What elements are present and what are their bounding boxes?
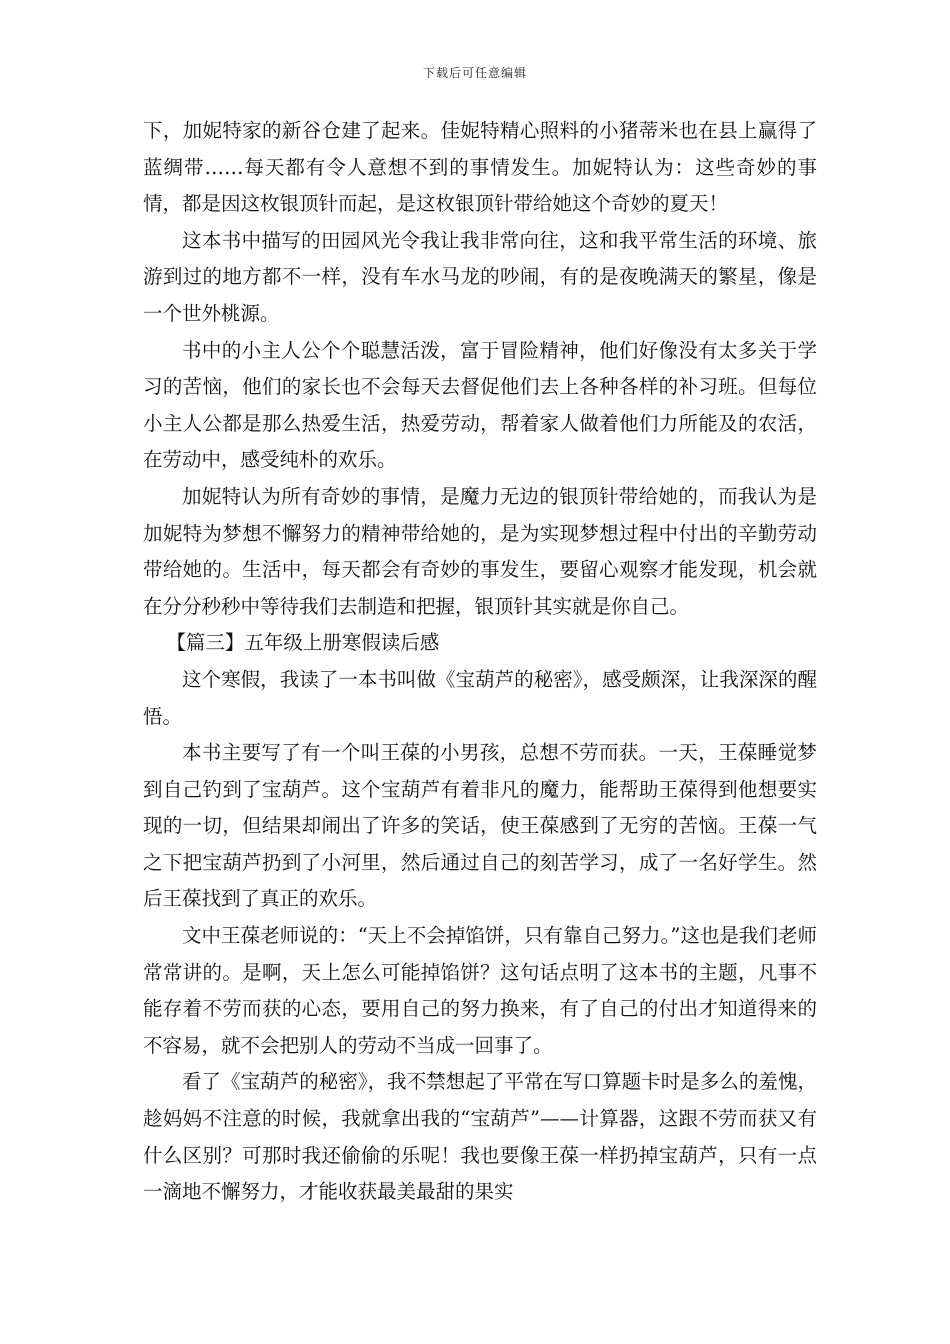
paragraph: 加妮特认为所有奇妙的事情，是魔力无边的银顶针带给她的，而我认为是加妮特为梦想不懈努力的精神带给她的，是为实现梦想过程中付出的辛勤劳动带给她的。生活中，每天都会有奇妙的事发生，要留心观察才能发现，机会就在分分秒秒中等待我们去制造和把握，银顶针其实就是你自己。 [143, 484, 817, 618]
paragraph: 文中王葆老师说的：“天上不会掉馅饼，只有靠自己努力。”这也是我们老师常常讲的。是啊，天上怎么可能掉馅饼？这句话点明了这本书的主题，凡事不能存着不劳而获的心态，要用自己的努力换来，有了自己的付出才知道得来的不容易，就不会把别人的劳动不当成一回事了。 [143, 924, 817, 1057]
paragraph: 看了《宝葫芦的秘密》，我不禁想起了平常在写口算题卡时是多么的羞愧，趁妈妈不注意的时候，我就拿出我的“宝葫芦”——计算器，这跟不劳而获又有什么区别？可那时我还偷偷的乐呢！我也要像王葆一样扔掉宝葫芦，只有一点一滴地不懈努力，才能收获最美最甜的果实 [143, 1070, 817, 1204]
paragraph-continuation: 下，加妮特家的新谷仓建了起来。佳妮特精心照料的小猪蒂米也在县上赢得了蓝绸带……每天都有令人意想不到的事情发生。加妮特认为：这些奇妙的事情，都是因这枚银顶针而起，是这枚银顶针带给她这个奇妙的夏天！ [143, 119, 817, 216]
section-heading: 【篇三】五年级上册寒假读后感 [166, 631, 440, 655]
paragraph: 这本书中描写的田园风光令我让我非常向往，这和我平常生活的环境、旅游到过的地方都不一样，没有车水马龙的吵闹，有的是夜晚满天的繁星，像是一个世外桃源。 [143, 228, 817, 325]
paragraph: 书中的小主人公个个聪慧活泼，富于冒险精神，他们好像没有太多关于学习的苦恼，他们的家长也不会每天去督促他们去上各种各样的补习班。但每位小主人公都是那么热爱生活，热爱劳动，帮着家人做着他们力所能及的农活，在劳动中，感受纯朴的欢乐。 [143, 338, 817, 472]
paragraph: 这个寒假，我读了一本书叫做《宝葫芦的秘密》，感受颇深，让我深深的醒悟。 [143, 667, 817, 728]
paragraph: 本书主要写了有一个叫王葆的小男孩，总想不劳而获。一天，王葆睡觉梦到自己钓到了宝葫芦。这个宝葫芦有着非凡的魔力，能帮助王葆得到他想要实现的一切，但结果却闹出了许多的笑话，使王葆感到了无穷的苦恼。王葆一气之下把宝葫芦扔到了小河里，然后通过自己的刻苦学习，成了一名好学生。然后王葆找到了真正的欢乐。 [143, 741, 817, 911]
page-header: 下载后可任意编辑 [422, 66, 527, 80]
document-body [143, 113, 817, 1211]
